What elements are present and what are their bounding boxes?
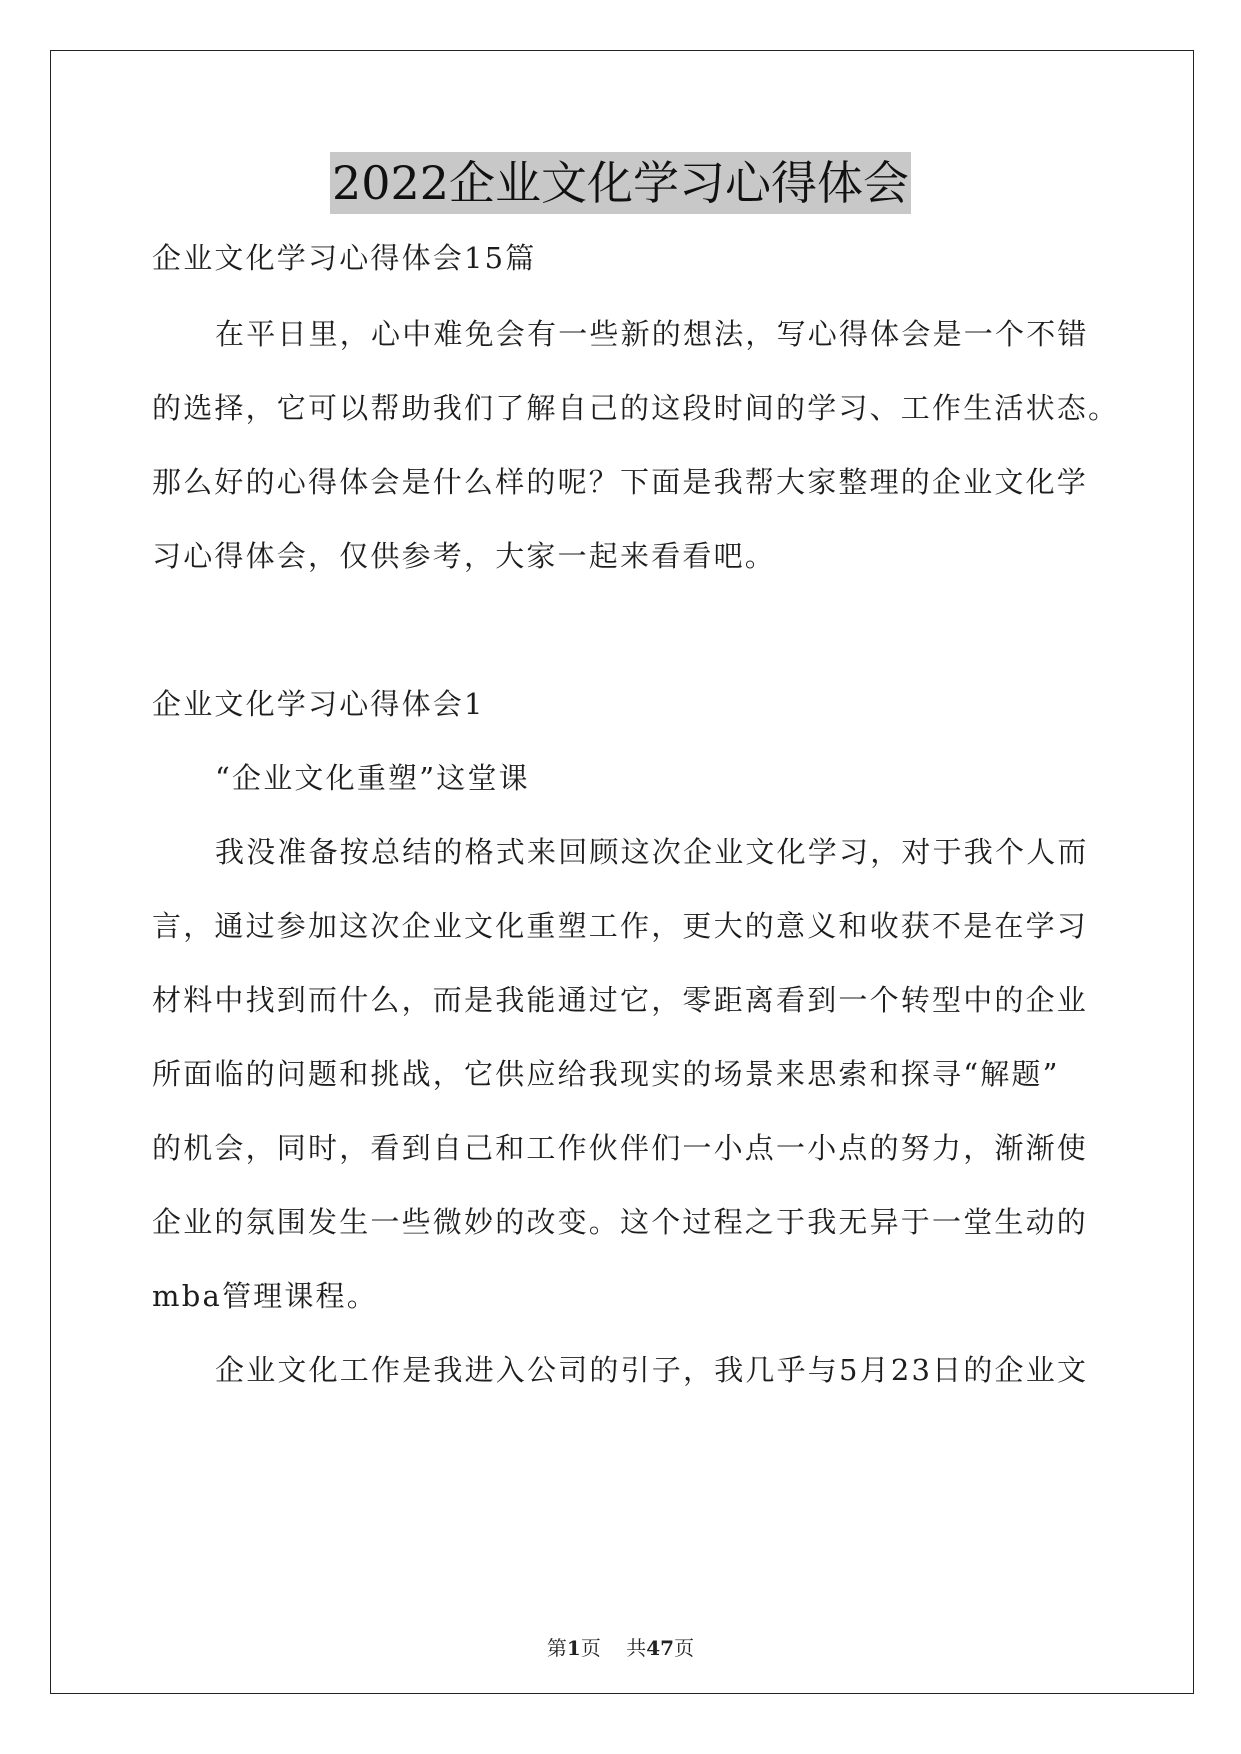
paragraph-line: 习心得体会，仅供参考，大家一起来看看吧。	[152, 539, 777, 573]
page-suffix: 页	[580, 1636, 601, 1660]
total-prefix: 共	[626, 1636, 647, 1660]
paragraph-line: 在平日里，心中难免会有一些新的想法，写心得体会是一个不错	[215, 317, 1089, 351]
paragraph-line: 企业文化工作是我进入公司的引子，我几乎与5月23日的企业文	[215, 1353, 1089, 1387]
paragraph-line: 我没准备按总结的格式来回顾这次企业文化学习，对于我个人而	[215, 835, 1089, 869]
paragraph-line: 所面临的问题和挑战，它供应给我现实的场景来思索和探寻“解题”	[152, 1057, 1060, 1091]
page-border	[50, 50, 1194, 1694]
paragraph-line: 企业的氛围发生一些微妙的改变。这个过程之于我无异于一堂生动的	[152, 1205, 1089, 1239]
page-prefix: 第	[546, 1636, 567, 1660]
document-title: 2022企业文化学习心得体会	[330, 152, 911, 214]
total-pages: 47	[646, 1636, 675, 1660]
subtitle-line: 企业文化学习心得体会15篇	[152, 241, 537, 275]
paragraph-line: mba管理课程。	[152, 1279, 378, 1313]
paragraph-line: 材料中找到而什么，而是我能通过它，零距离看到一个转型中的企业	[152, 983, 1089, 1017]
paragraph-line: 言，通过参加这次企业文化重塑工作，更大的意义和收获不是在学习	[152, 909, 1089, 943]
section-subheading: “企业文化重塑”这堂课	[215, 761, 530, 795]
page-footer	[0, 1632, 1241, 1661]
section-heading: 企业文化学习心得体会1	[152, 687, 485, 721]
total-suffix: 页	[674, 1636, 695, 1660]
title-container	[0, 152, 1241, 214]
paragraph-line: 那么好的心得体会是什么样的呢？下面是我帮大家整理的企业文化学	[152, 465, 1089, 499]
paragraph-line: 的选择，它可以帮助我们了解自己的这段时间的学习、工作生活状态。	[152, 391, 1120, 425]
page-number: 1	[566, 1636, 581, 1660]
paragraph-line: 的机会，同时，看到自己和工作伙伴们一小点一小点的努力，渐渐使	[152, 1131, 1089, 1165]
